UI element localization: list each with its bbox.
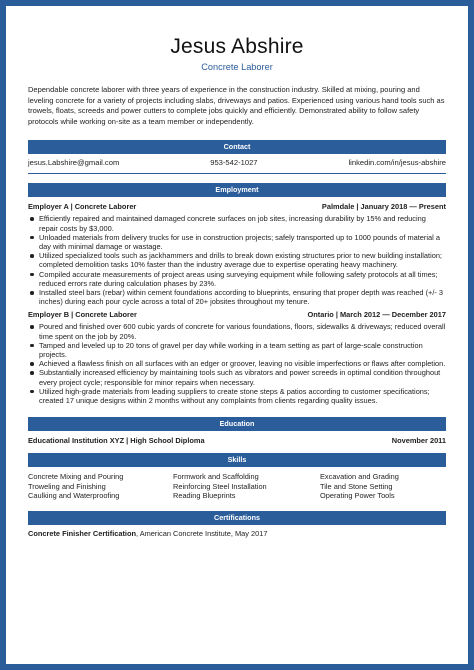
skills-heading: Skills [28, 453, 446, 467]
skill-item: Formwork and Scaffolding [173, 472, 259, 482]
skill-item: Concrete Mixing and Pouring [28, 472, 124, 482]
contact-linkedin[interactable]: linkedin.com/in/jesus-abshire [348, 158, 446, 168]
job-bullet: Substantially increased efficiency by maintaining tools such as vibrators and power screeds in optimal condition throughout every project cycle; responsible for minor repairs when necessary. [28, 368, 446, 386]
job-bullet: Installed steel bars (rebar) within cement foundations according to blueprints, ensuring that proper depth was reached (+/- 3 inches) during each pour cycle across a total of 20+ jobsites throughout my tenure. [28, 288, 446, 306]
skill-item: Reinforcing Steel Installation [173, 481, 267, 491]
skill-item: Troweling and Finishing [28, 481, 106, 491]
contact-email[interactable]: jesus.Labshire@gmail.com [28, 158, 120, 168]
job-bullets [28, 214, 446, 306]
skill-item: Operating Power Tools [320, 491, 395, 501]
skill-item: Caulking and Waterproofing [28, 491, 120, 501]
candidate-name: Jesus Abshire [170, 35, 304, 58]
job-header [28, 310, 446, 319]
skill-item: Tile and Stone Setting [320, 481, 393, 491]
contact-row [28, 154, 446, 174]
skills-grid [28, 472, 446, 501]
job-title: Employer B | Concrete Laborer [28, 310, 137, 320]
job-location-dates: Palmdale | January 2018 — Present [321, 202, 446, 212]
skill-item: Excavation and Grading [320, 472, 399, 482]
candidate-title: Concrete Laborer [201, 62, 273, 72]
job-header [28, 202, 446, 211]
job-bullet: Efficiently repaired and maintained damaged concrete surfaces on job sites, increasing durability by 15% and reducing repair costs by $3,000. [28, 214, 446, 232]
contact-phone[interactable]: 953-542-1027 [210, 158, 258, 168]
job-location-dates: Ontario | March 2012 — December 2017 [307, 310, 446, 320]
job-bullet: Poured and finished over 600 cubic yards of concrete for various foundations, floors, sidewalks & driveways; reduced overall time spent on the job by 20%. [28, 322, 446, 340]
education-heading: Education [28, 417, 446, 431]
job-bullet: Achieved a flawless finish on all surfaces with an edger or groover, leaving no visible imperfections or flaws after completion. [28, 359, 446, 368]
education-entry: Educational Institution XYZ | High School Diploma [28, 436, 205, 446]
employment-heading: Employment [28, 183, 446, 197]
certification-details: , American Concrete Institute, May 2017 [136, 529, 268, 539]
resume-content [28, 6, 446, 539]
job-bullet: Compiled accurate measurements of project areas using surveying equipment while following safety protocols at all times; reduced errors rate during calculation phases by 23%. [28, 270, 446, 288]
contact-heading: Contact [28, 140, 446, 154]
job-bullets [28, 322, 446, 405]
skill-item: Reading Blueprints [173, 491, 236, 501]
certification-entry [28, 529, 446, 539]
job-title: Employer A | Concrete Laborer [28, 202, 137, 212]
job-bullet: Utilized specialized tools such as jackhammers and drills to break down existing structures prior to new building installation; completed demolition tasks 10% faster than the industry average due to expertise operating heavy machinery. [28, 251, 446, 269]
summary: Dependable concrete laborer with three years of experience in the construction industry. Skilled at mixing, pouring and leveling concrete for a variety of projects including slabs, driveways and patios. Experienced using various hand tools such as trowels, floats, screeds and power cutters to complete jobs quickly and efficiently. Demonstrated ability to follow safety protocols while working on-site as a team member or independently. [28, 85, 445, 126]
job-bullet: Unloaded materials from delivery trucks for use in construction projects; safely transported up to 1000 pounds of material a day with minimal damage or wastage. [28, 233, 446, 251]
education-date: November 2011 [391, 436, 446, 446]
certification-name: Concrete Finisher Certification [28, 529, 137, 539]
certifications-heading: Certifications [28, 511, 446, 525]
education-row [28, 436, 446, 451]
job-bullet: Utilized high-grade materials from leading suppliers to create stone steps & patios according to customer specifications; created 17 unique designs within 2 months without any complaints from clients regarding quality issues. [28, 387, 446, 405]
job-bullet: Tamped and leveled up to 20 tons of gravel per day while working in a team setting as part of large-scale construction projects. [28, 341, 446, 359]
